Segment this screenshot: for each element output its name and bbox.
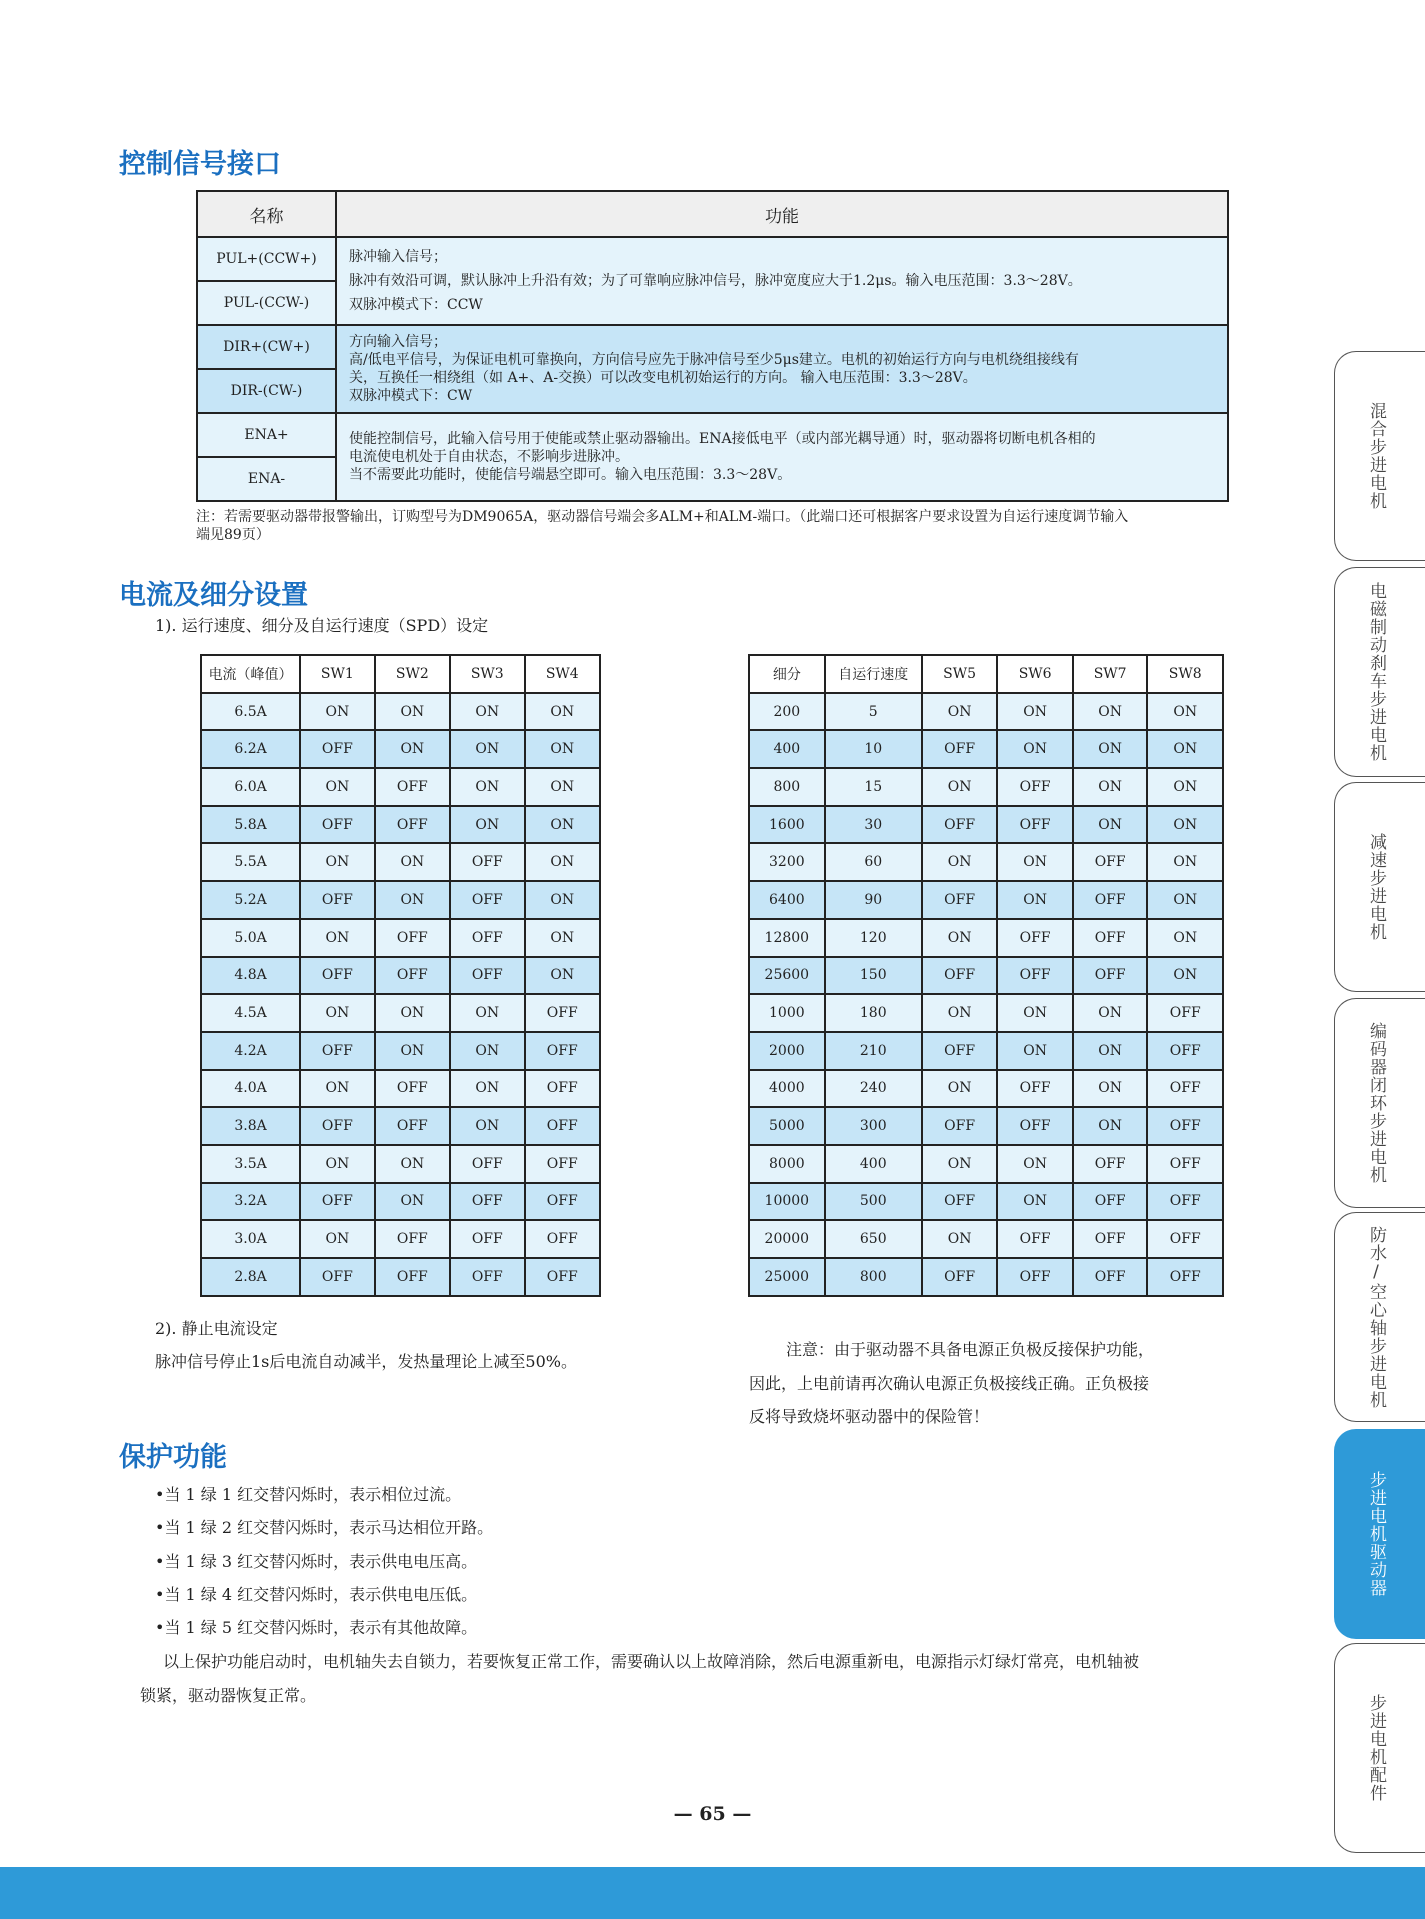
table-cell: OFF [1147, 1145, 1223, 1183]
protection-item: •当 1 绿 3 红交替闪烁时，表示供电电压高。 [155, 1551, 478, 1571]
table-cell: ON [1147, 730, 1223, 768]
table-cell: ON [525, 843, 600, 881]
table-cell: ON [922, 1070, 998, 1108]
side-tab-label: 混合步进电机 [1366, 402, 1386, 510]
table-cell: ON [1147, 843, 1223, 881]
table-cell: ON [525, 919, 600, 957]
table-cell: ON [525, 730, 600, 768]
table-row [749, 806, 1223, 844]
table-cell: ON [997, 730, 1073, 768]
table-cell: ON [375, 1145, 450, 1183]
table-cell: ON [1147, 919, 1223, 957]
table-cell: OFF [997, 1220, 1073, 1258]
table-cell: ON [922, 768, 998, 806]
side-tab[interactable] [1334, 351, 1425, 561]
table-cell: 10 [825, 730, 922, 768]
col-header: 电流（峰值） [201, 655, 300, 693]
table-cell: ON [1147, 881, 1223, 919]
table-row [749, 881, 1223, 919]
table-cell: OFF [375, 1258, 450, 1296]
table-cell: ON [1073, 1107, 1148, 1145]
table-cell: ON [1073, 994, 1148, 1032]
table-row [749, 957, 1223, 995]
table-cell: ON [375, 881, 450, 919]
table-cell: ON [997, 881, 1073, 919]
table-cell: OFF [450, 957, 524, 995]
table-cell: OFF [922, 730, 998, 768]
table-cell: ON [375, 1183, 450, 1221]
table-cell: OFF [922, 881, 998, 919]
table-cell: 300 [825, 1107, 922, 1145]
table-cell: OFF [1073, 1258, 1148, 1296]
table-cell: OFF [300, 1183, 374, 1221]
signal-name: DIR+(CW+) [197, 325, 336, 369]
table-cell: 5.8A [201, 806, 300, 844]
table-cell: ON [1073, 730, 1148, 768]
table-cell: OFF [1073, 919, 1148, 957]
table-cell: 2.8A [201, 1258, 300, 1296]
table-cell: ON [375, 693, 450, 731]
table-cell: OFF [300, 806, 374, 844]
table-row [201, 1258, 600, 1296]
table-cell: OFF [1073, 881, 1148, 919]
table-cell: 3.8A [201, 1107, 300, 1145]
table-row [201, 843, 600, 881]
table-cell: ON [922, 1220, 998, 1258]
table-row [201, 957, 600, 995]
col-header: 自运行速度 [825, 655, 922, 693]
protection-list [155, 1478, 493, 1644]
table-cell: ON [300, 1070, 374, 1108]
side-tab-label: 电磁制动刹车步进电机 [1366, 582, 1386, 762]
table-cell: 150 [825, 957, 922, 995]
table-cell: ON [450, 1107, 524, 1145]
current-table [200, 654, 601, 1297]
table-cell: ON [1147, 693, 1223, 731]
table-row [201, 730, 600, 768]
table-cell: ON [300, 768, 374, 806]
table-cell: 8000 [749, 1145, 825, 1183]
table-cell: 15 [825, 768, 922, 806]
side-tab[interactable] [1334, 1643, 1425, 1853]
table-cell: ON [300, 843, 374, 881]
col-header-function: 功能 [336, 191, 1228, 237]
table-cell: 4.5A [201, 994, 300, 1032]
table-row [749, 1258, 1223, 1296]
protection-item: •当 1 绿 2 红交替闪烁时，表示马达相位开路。 [155, 1518, 494, 1538]
table-cell: ON [525, 806, 600, 844]
table-cell: 5000 [749, 1107, 825, 1145]
table-row [201, 1220, 600, 1258]
table-cell: OFF [525, 1183, 600, 1221]
table-cell: OFF [525, 1070, 600, 1108]
table-cell: OFF [525, 1107, 600, 1145]
table-cell: OFF [375, 1107, 450, 1145]
table-cell: ON [997, 693, 1073, 731]
table-cell: OFF [300, 957, 374, 995]
table-cell: OFF [450, 919, 524, 957]
table-row [201, 919, 600, 957]
table-cell: ON [450, 1032, 524, 1070]
table-cell: ON [300, 1220, 374, 1258]
microstep-table [748, 654, 1224, 1297]
table-row [749, 693, 1223, 731]
table-cell: OFF [450, 881, 524, 919]
subtitle-2: 2). 静止电流设定 [155, 1319, 278, 1338]
protection-item: •当 1 绿 1 红交替闪烁时，表示相位过流。 [155, 1485, 462, 1504]
table-row [201, 881, 600, 919]
table-cell: OFF [1073, 1220, 1148, 1258]
table-cell: ON [1073, 693, 1148, 731]
table-cell: 210 [825, 1032, 922, 1070]
table-cell: OFF [1073, 957, 1148, 995]
table-cell: OFF [450, 1258, 524, 1296]
table-cell: OFF [300, 1258, 374, 1296]
table-cell: ON [375, 730, 450, 768]
table-row [749, 1145, 1223, 1183]
table-cell: 90 [825, 881, 922, 919]
table-cell: 1600 [749, 806, 825, 844]
table-cell: ON [450, 994, 524, 1032]
table-cell: 6.5A [201, 693, 300, 731]
table-cell: ON [922, 919, 998, 957]
side-tab[interactable] [1334, 998, 1425, 1208]
table-cell: 6400 [749, 881, 825, 919]
table-cell: 500 [825, 1183, 922, 1221]
table-cell: OFF [997, 957, 1073, 995]
table-cell: OFF [525, 994, 600, 1032]
table-cell: OFF [1147, 1220, 1223, 1258]
table-row [749, 919, 1223, 957]
table-cell: OFF [375, 919, 450, 957]
table-cell: OFF [1147, 994, 1223, 1032]
standstill-text: 脉冲信号停止1s后电流自动减半，发热量理论上减至50%。 [155, 1352, 577, 1371]
table-cell: ON [1073, 806, 1148, 844]
table-cell: OFF [450, 1220, 524, 1258]
table-cell: ON [922, 843, 998, 881]
table-cell: 800 [825, 1258, 922, 1296]
table-cell: ON [375, 1032, 450, 1070]
table-cell: ON [1073, 768, 1148, 806]
table-row [749, 994, 1223, 1032]
col-header: SW4 [525, 655, 600, 693]
signal-name: PUL+(CCW+) [197, 237, 336, 281]
side-tab[interactable] [1334, 1429, 1425, 1639]
table-cell: 20000 [749, 1220, 825, 1258]
table-cell: ON [997, 1032, 1073, 1070]
table-cell: 60 [825, 843, 922, 881]
table-cell: 2000 [749, 1032, 825, 1070]
side-tab-label: 步进电机驱动器 [1366, 1471, 1386, 1597]
col-header: SW1 [300, 655, 374, 693]
table-cell: OFF [375, 1220, 450, 1258]
table-cell: OFF [1073, 843, 1148, 881]
table-row [201, 1183, 600, 1221]
table-cell: OFF [1147, 1183, 1223, 1221]
table-cell: ON [375, 994, 450, 1032]
signal-row [197, 325, 1228, 369]
table-cell: ON [1147, 768, 1223, 806]
table-cell: OFF [375, 957, 450, 995]
table-cell: ON [525, 881, 600, 919]
notice: 注意：由于驱动器不具备电源正负极反接保护功能， 因此，上电前请再次确认电源正负极接线正确。正负极接 反将导致烧坏驱动器中的保险管！ [749, 1340, 1155, 1426]
table-cell: OFF [525, 1032, 600, 1070]
table-cell: OFF [300, 881, 374, 919]
table-cell: 120 [825, 919, 922, 957]
table-cell: ON [525, 957, 600, 995]
table-row [749, 1220, 1223, 1258]
table-cell: ON [300, 1145, 374, 1183]
table-cell: ON [450, 1070, 524, 1108]
table-cell: 25600 [749, 957, 825, 995]
table-cell: OFF [997, 1258, 1073, 1296]
table-cell: 5 [825, 693, 922, 731]
table-row [749, 730, 1223, 768]
signal-table [196, 190, 1229, 502]
table-cell: 180 [825, 994, 922, 1032]
side-tab-label: 步进电机配件 [1366, 1694, 1386, 1802]
table-row [749, 1032, 1223, 1070]
table-row [749, 768, 1223, 806]
table-cell: ON [1147, 806, 1223, 844]
signal-name: ENA+ [197, 413, 336, 457]
table-cell: OFF [1073, 1183, 1148, 1221]
table-cell: OFF [922, 1258, 998, 1296]
section-title-control-signal: 控制信号接口 [119, 149, 281, 180]
table-cell: ON [450, 730, 524, 768]
table-cell: ON [997, 1183, 1073, 1221]
table-cell: OFF [375, 1070, 450, 1108]
protection-item: •当 1 绿 5 红交替闪烁时，表示有其他故障。 [155, 1618, 478, 1638]
section-title-current: 电流及细分设置 [119, 580, 308, 611]
table-cell: OFF [997, 919, 1073, 957]
signal-name: PUL-(CCW-) [197, 281, 336, 325]
table-cell: 3.2A [201, 1183, 300, 1221]
signal-name: ENA- [197, 457, 336, 501]
table-cell: OFF [1073, 1145, 1148, 1183]
table-cell: 5.5A [201, 843, 300, 881]
table-cell: 5.0A [201, 919, 300, 957]
signal-row [197, 413, 1228, 457]
table-row [201, 1107, 600, 1145]
table-cell: 6.0A [201, 768, 300, 806]
table-cell: 4.8A [201, 957, 300, 995]
col-header: SW7 [1073, 655, 1148, 693]
footer-bar [0, 1867, 1425, 1919]
table-cell: ON [450, 806, 524, 844]
table-cell: ON [300, 693, 374, 731]
signal-note: 注：若需要驱动器带报警输出，订购型号为DM9065A，驱动器信号端会多ALM+和ALM-端口。（此端口还可根据客户要求设置为自运行速度调节输入 端见89页） [196, 509, 1129, 543]
table-cell: ON [997, 1145, 1073, 1183]
table-cell: OFF [300, 1107, 374, 1145]
table-row [201, 768, 600, 806]
table-cell: ON [997, 994, 1073, 1032]
table-cell: 6.2A [201, 730, 300, 768]
table-cell: 3.5A [201, 1145, 300, 1183]
side-tab[interactable] [1334, 1212, 1425, 1422]
table-cell: OFF [922, 957, 998, 995]
signal-function: 使能控制信号，此输入信号用于使能或禁止驱动器输出。ENA接低电平（或内部光耦导通）时，驱动器将切断电机各相的 电流使电机处于自由状态，不影响步进脉冲。 当不需要此功能时，使能信号端悬空即可。输入电压范围：3.3～28V。 [336, 413, 1228, 501]
table-cell: OFF [300, 1032, 374, 1070]
table-cell: ON [375, 843, 450, 881]
table-cell: OFF [922, 806, 998, 844]
table-cell: 240 [825, 1070, 922, 1108]
table-row [749, 843, 1223, 881]
table-cell: OFF [375, 806, 450, 844]
table-cell: OFF [922, 1032, 998, 1070]
side-tab-label: 减速步进电机 [1366, 833, 1386, 941]
table-cell: 10000 [749, 1183, 825, 1221]
table-cell: OFF [1147, 1258, 1223, 1296]
table-row [749, 1183, 1223, 1221]
table-cell: OFF [922, 1183, 998, 1221]
table-cell: OFF [450, 843, 524, 881]
table-cell: 12800 [749, 919, 825, 957]
table-cell: ON [1073, 1070, 1148, 1108]
table-cell: OFF [1147, 1032, 1223, 1070]
table-cell: 3.0A [201, 1220, 300, 1258]
side-tab-label: 编码器闭环步进电机 [1366, 1022, 1386, 1184]
table-cell: 400 [825, 1145, 922, 1183]
section-title-protection: 保护功能 [119, 1442, 227, 1473]
col-header: 细分 [749, 655, 825, 693]
table-cell: 1000 [749, 994, 825, 1032]
side-tab-label: 防水/空心轴步进电机 [1366, 1225, 1386, 1409]
table-row [201, 1032, 600, 1070]
table-cell: ON [1147, 957, 1223, 995]
table-row [201, 994, 600, 1032]
table-cell: 650 [825, 1220, 922, 1258]
table-cell: OFF [1147, 1107, 1223, 1145]
table-cell: 4.2A [201, 1032, 300, 1070]
table-cell: OFF [375, 768, 450, 806]
table-cell: 200 [749, 693, 825, 731]
table-cell: ON [1073, 1032, 1148, 1070]
table-row [201, 1070, 600, 1108]
table-cell: OFF [997, 768, 1073, 806]
signal-row [197, 237, 1228, 281]
col-header: SW8 [1147, 655, 1223, 693]
table-cell: 3200 [749, 843, 825, 881]
table-cell: OFF [997, 806, 1073, 844]
col-header-name: 名称 [197, 191, 336, 237]
protection-item: •当 1 绿 4 红交替闪烁时，表示供电电压低。 [155, 1584, 478, 1604]
col-header: SW5 [922, 655, 998, 693]
side-tab[interactable] [1334, 567, 1425, 777]
table-cell: OFF [525, 1258, 600, 1296]
table-cell: 30 [825, 806, 922, 844]
table-cell: OFF [922, 1107, 998, 1145]
signal-name: DIR-(CW-) [197, 369, 336, 413]
table-cell: ON [997, 843, 1073, 881]
signal-function: 脉冲输入信号； 脉冲有效沿可调，默认脉冲上升沿有效；为了可靠响应脉冲信号，脉冲宽度应大于1.2μs。输入电压范围：3.3～28V。 双脉冲模式下：CCW [336, 237, 1228, 325]
table-cell: 25000 [749, 1258, 825, 1296]
table-row [749, 1107, 1223, 1145]
table-cell: OFF [997, 1070, 1073, 1108]
table-cell: ON [922, 994, 998, 1032]
subtitle-1: 1). 运行速度、细分及自运行速度（SPD）设定 [155, 616, 489, 635]
table-cell: OFF [450, 1183, 524, 1221]
col-header: SW3 [450, 655, 524, 693]
table-cell: 4000 [749, 1070, 825, 1108]
table-cell: ON [300, 919, 374, 957]
table-cell: 4.0A [201, 1070, 300, 1108]
table-cell: ON [922, 1145, 998, 1183]
table-cell: ON [525, 693, 600, 731]
table-cell: OFF [1147, 1070, 1223, 1108]
table-cell: ON [450, 768, 524, 806]
table-cell: ON [300, 994, 374, 1032]
table-row [201, 806, 600, 844]
table-cell: OFF [997, 1107, 1073, 1145]
table-row [749, 1070, 1223, 1108]
side-tab[interactable] [1334, 782, 1425, 992]
table-cell: OFF [525, 1220, 600, 1258]
page-number: — 65 — [673, 1803, 752, 1825]
table-cell: 400 [749, 730, 825, 768]
table-cell: 5.2A [201, 881, 300, 919]
col-header: SW6 [997, 655, 1073, 693]
table-cell: ON [922, 693, 998, 731]
table-row [201, 693, 600, 731]
table-cell: OFF [525, 1145, 600, 1183]
table-cell: ON [450, 693, 524, 731]
table-cell: ON [525, 768, 600, 806]
table-cell: 800 [749, 768, 825, 806]
table-row [201, 1145, 600, 1183]
col-header: SW2 [375, 655, 450, 693]
table-cell: OFF [300, 730, 374, 768]
signal-function: 方向输入信号； 高/低电平信号，为保证电机可靠换向，方向信号应先于脉冲信号至少5μs建立。电机的初始运行方向与电机绕组接线有 关，互换任一相绕组（如 A+、A-交换）可以改变电机初始运行的方向。 输入电压范围：3.3～28V。 双脉冲模式下：CW [336, 325, 1228, 413]
table-cell: OFF [450, 1145, 524, 1183]
protection-paragraph: 以上保护功能启动时，电机轴失去自锁力，若要恢复正常工作，需要确认以上故障消除，然后电源重新电，电源指示灯绿灯常亮，电机轴被 锁紧，驱动器恢复正常。 [140, 1652, 1140, 1705]
